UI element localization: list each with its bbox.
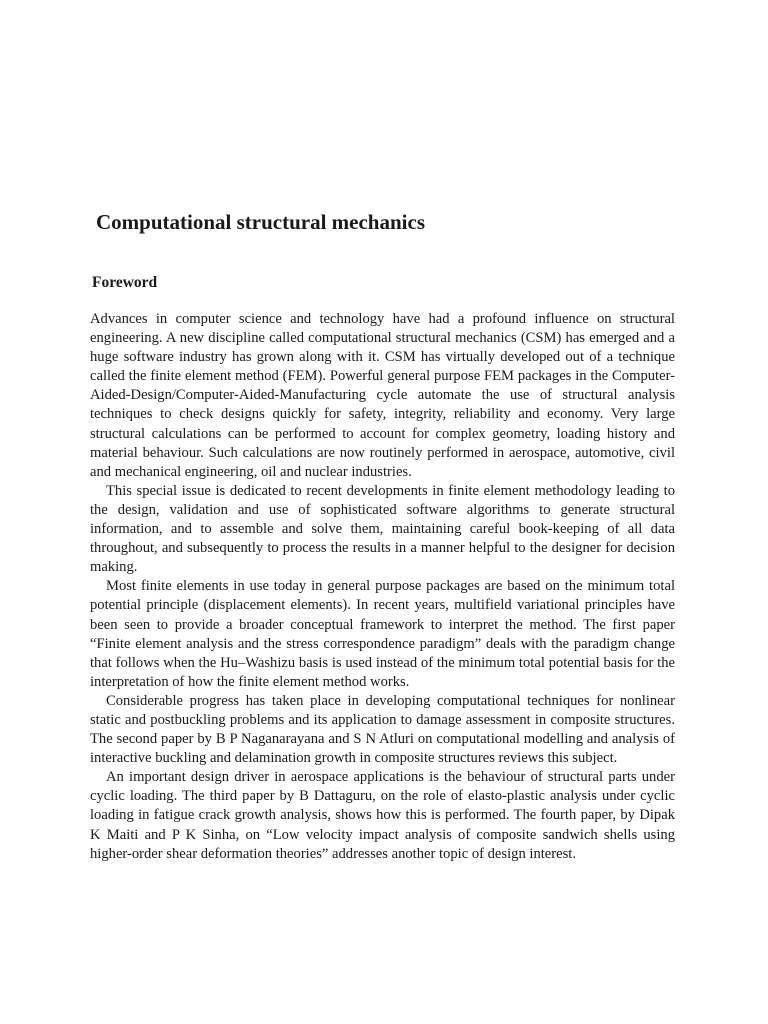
section-heading: Foreword: [92, 274, 158, 291]
article-body: [90, 310, 675, 864]
body-paragraph: An important design driver in aerospace applications is the behaviour of structural parts under cyclic loading. The third paper by B Dattaguru, on the role of elasto-plastic analysis under cyclic loading in fatigue crack growth analysis, shows how this is performed. The fourth paper, by Dipak K Maiti and P K Sinha, on “Low velocity impact analysis of composite sandwich shells using higher-order shear deformation theories” addresses another topic of design interest.: [90, 769, 675, 862]
body-paragraph: Advances in computer science and technology have had a profound influence on structural engineering. A new discipline called computational structural mechanics (CSM) has emerged and a huge software industry has grown along with it. CSM has virtually developed out of a technique called the finite element method (FEM). Powerful general purpose FEM packages in the Computer-Aided-Design/Computer-Aided-Manufacturing cycle automate the use of structural analysis techniques to check designs quickly for safety, integrity, reliability and economy. Very large structural calculations can be performed to account for complex geometry, loading history and material behaviour. Such calculations are now routinely performed in aerospace, automotive, civil and mechanical engineering, oil and nuclear industries.: [90, 311, 675, 480]
article-title: Computational structural mechanics: [96, 210, 425, 234]
body-paragraph: Considerable progress has taken place in developing computational techniques for nonlinear static and postbuckling problems and its application to damage assessment in composite structures. The second paper by B P Naganarayana and S N Atluri on computational modelling and analysis of interactive buckling and delamination growth in composite structures reviews this subject.: [90, 692, 675, 767]
body-paragraph: Most finite elements in use today in general purpose packages are based on the minimum total potential principle (displacement elements). In recent years, multifield variational principles have been seen to provide a broader conceptual framework to interpret the method. The first paper “Finite element analysis and the stress correspondence paradigm” deals with the paradigm change that follows when the Hu–Washizu basis is used instead of the minimum total potential basis for the interpretation of how the finite element method works.: [90, 578, 675, 690]
body-paragraph: This special issue is dedicated to recent developments in finite element methodology leading to the design, validation and use of sophisticated software algorithms to generate structural information, and to assemble and solve them, maintaining careful book-keeping of all data throughout, and subsequently to process the results in a manner helpful to the designer for decision making.: [90, 482, 675, 576]
